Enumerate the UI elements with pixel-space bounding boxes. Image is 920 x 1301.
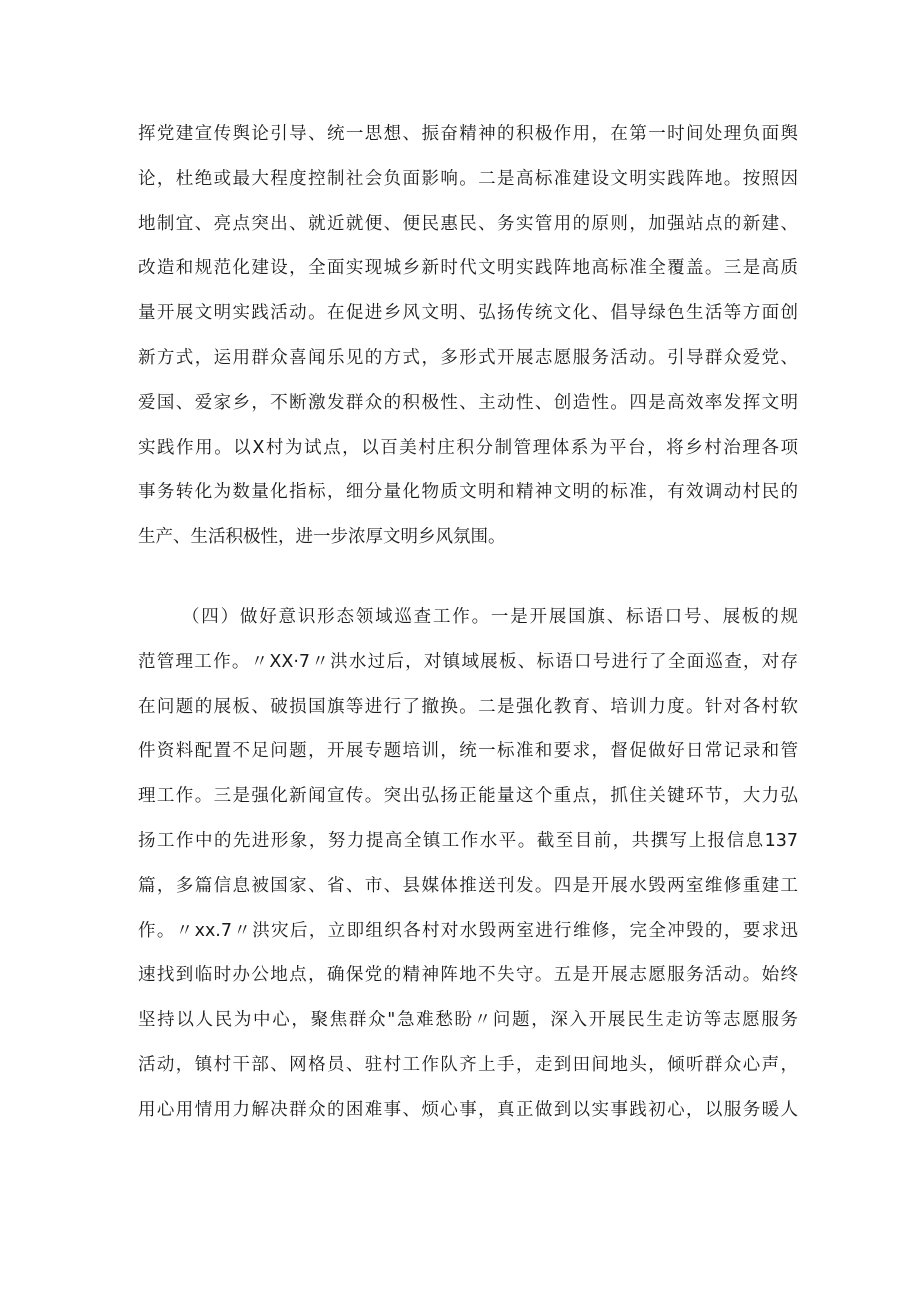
paragraph-line: 在问题的展板、破损国旗等进行了撤换。二是强化教育、培训力度。针对各村软 <box>138 696 798 717</box>
paragraph-line: 量开展文明实践活动。在促进乡风文明、弘扬传统文化、倡导绿色生活等方面创 <box>138 303 798 324</box>
paragraph-line: 范管理工作。〃XX·7〃洪水过后，对镇域展板、标语口号进行了全面巡查，对存 <box>138 651 798 672</box>
section-heading-line: （四）做好意识形态领域巡查工作。一是开展国旗、标语口号、展板的规 <box>182 607 798 627</box>
paragraph-line: 扬工作中的先进形象，努力提高全镇工作水平。截至目前，共撰写上报信息137 <box>138 830 798 851</box>
paragraph-line: 件资料配置不足问题，开展专题培训，统一标准和要求，督促做好日常记录和管 <box>138 741 798 762</box>
paragraph-line: 作。〃xx.7〃洪灾后，立即组织各村对水毁两室进行维修，完全冲毁的，要求迅 <box>138 920 798 941</box>
paragraph-line: 用心用情用力解决群众的困难事、烦心事，真正做到以实事践初心，以服务暖人 <box>138 1099 798 1120</box>
paragraph-line: 爱国、爱家乡，不断激发群众的积极性、主动性、创造性。四是高效率发挥文明 <box>138 392 798 413</box>
paragraph-line: 活动，镇村干部、网格员、驻村工作队齐上手，走到田间地头，倾听群众心声， <box>138 1054 798 1075</box>
paragraph-line: 挥党建宣传舆论引导、统一思想、振奋精神的积极作用，在第一时间处理负面舆 <box>138 124 798 144</box>
paragraph-line: 篇，多篇信息被国家、省、市、县媒体推送刊发。四是开展水毁两室维修重建工 <box>138 875 798 896</box>
paragraph-line: 地制宜、亮点突出、就近就便、便民惠民、务实管用的原则，加强站点的新建、 <box>138 213 798 234</box>
paragraph-line: 实践作用。以X村为试点，以百美村庄积分制管理体系为平台，将乡村治理各项 <box>138 437 798 458</box>
paragraph-line: 改造和规范化建设，全面实现城乡新时代文明实践阵地高标准全覆盖。三是高质 <box>138 258 798 279</box>
paragraph-1 <box>138 112 798 560</box>
paragraph-line: 坚持以人民为中心，聚焦群众"急难愁盼〃问题，深入开展民生走访等志愿服务 <box>138 1010 798 1031</box>
paragraph-line: 速找到临时办公地点，确保党的精神阵地不失守。五是开展志愿服务活动。始终 <box>138 965 798 986</box>
paragraph-line: 理工作。三是强化新闻宣传。突出弘扬正能量这个重点，抓住关键环节，大力弘 <box>138 786 798 807</box>
paragraph-line: 新方式，运用群众喜闻乐见的方式，多形式开展志愿服务活动。引导群众爱党、 <box>138 347 798 368</box>
paragraph-line: 生产、生活积极性，进一步浓厚文明乡风氛围。 <box>138 527 506 548</box>
paragraph-2 <box>138 595 798 1133</box>
paragraph-line: 事务转化为数量化指标，细分量化物质文明和精神文明的标准，有效调动村民的 <box>138 482 798 503</box>
paragraph-line: 论，杜绝或最大程度控制社会负面影响。二是高标准建设文明实践阵地。按照因 <box>138 168 798 189</box>
